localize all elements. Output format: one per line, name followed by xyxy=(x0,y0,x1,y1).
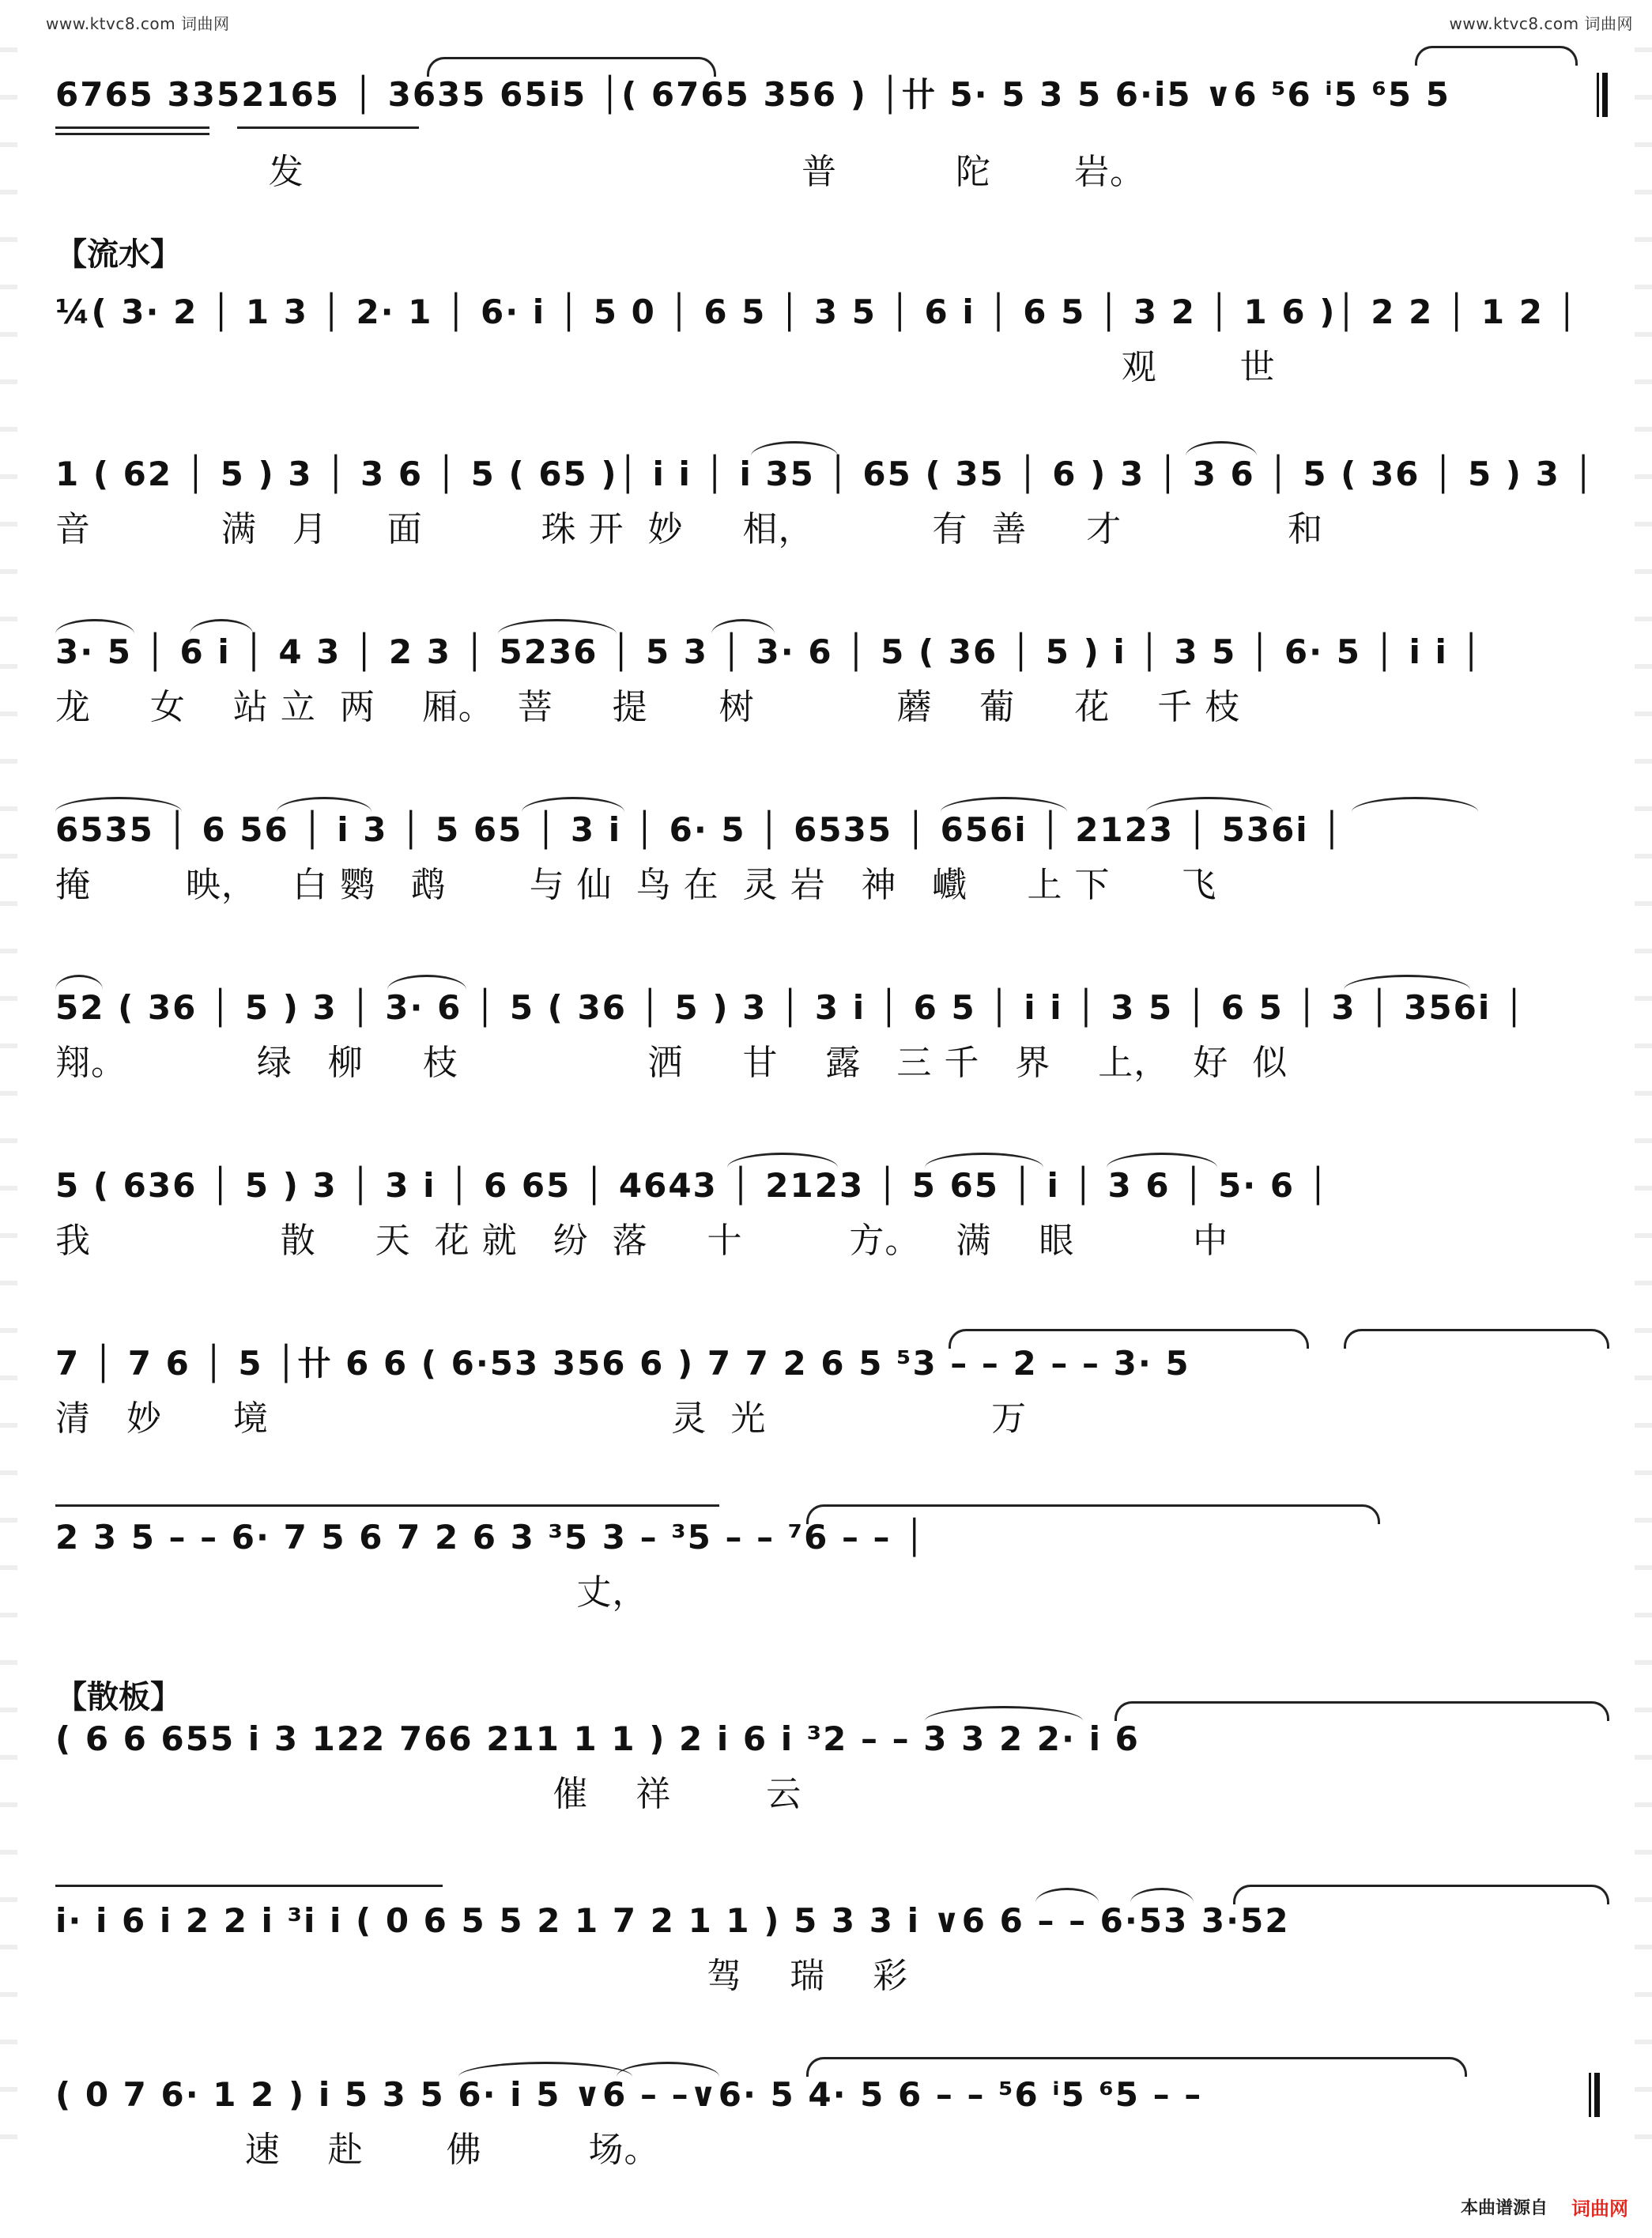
slur xyxy=(1415,46,1578,66)
notation-line: 6765 3352165 │ 3635 65i5 │( 6765 356 ) │卄 5· 5 3 5 6·i5 ∨6 ⁵6 ⁱ5 ⁶5 5 xyxy=(55,75,1450,114)
footer-logo[interactable]: 词曲网 xyxy=(1571,2198,1628,2220)
lyric-line: 驾 瑞 彩 xyxy=(55,1956,909,1996)
notation-line: 7 │ 7 6 │ 5 │卄 6 6 ( 6·53 356 6 ) 7 7 2 6 5 ⁵3 – – 2 – – 3· 5 xyxy=(55,1344,1190,1383)
tie-line xyxy=(55,1504,719,1507)
right-edge-watermark xyxy=(1635,47,1652,2182)
lyric-line: 音 满 月 面 珠 开 妙 相， 有 善 才 和 xyxy=(55,509,1324,549)
lyric-line: 发 普 陀 岩。 xyxy=(55,152,1145,192)
beam-line xyxy=(55,133,209,135)
site-header-right: www.ktvc8.com 词曲网 xyxy=(1449,14,1633,33)
notation-line: 6535 │ 6 56 │ i 3 │ 5 65 │ 3 i │ 6· 5 │ 6535 │ 656i │ 2123 │ 536i │ xyxy=(55,810,1344,849)
footer-source-text: 本曲谱源自 xyxy=(1460,2198,1548,2218)
section-label-liushui: 【流水】 xyxy=(55,236,182,273)
lyric-line: 速 赴 佛 场。 xyxy=(55,2130,660,2170)
beam-line xyxy=(237,126,419,129)
notation-line: 52 ( 36 │ 5 ) 3 │ 3· 6 │ 5 ( 36 │ 5 ) 3 │ 3 i │ 6 5 │ i i │ 3 5 │ 6 5 │ 3 │ 356i │ xyxy=(55,988,1526,1027)
final-barline xyxy=(1597,73,1608,117)
notation-line: ( 6 6 655 i 3 122 766 211 1 1 ) 2 i 6 i ³2 – – 3 3 2 2· i 6 xyxy=(55,1719,1140,1758)
left-edge-watermark xyxy=(0,47,17,2182)
lyric-line: 观 世 xyxy=(55,347,1276,387)
lyric-line: 掩 映， 白 鹦 鹉 与 仙 鸟 在 灵 岩 神 巇 上 下 飞 xyxy=(55,865,1217,905)
beam-line xyxy=(55,126,209,129)
notation-line: 5 ( 636 │ 5 ) 3 │ 3 i │ 6 65 │ 4643 │ 2123 │ 5 65 │ i │ 3 6 │ 5· 6 │ xyxy=(55,1166,1330,1205)
final-barline xyxy=(1589,2073,1600,2117)
lyric-line: 翔。 绿 柳 枝 洒 甘 露 三 千 界 上， 好 似 xyxy=(55,1043,1288,1083)
tie-line xyxy=(55,1885,443,1887)
notation-line: 3· 5 │ 6 i │ 4 3 │ 2 3 │ 5236 │ 5 3 │ 3· 6 │ 5 ( 36 │ 5 ) i │ 3 5 │ 6· 5 │ i i │ xyxy=(55,632,1483,671)
notation-line: ¼( 3· 2 │ 1 3 │ 2· 1 │ 6· i │ 5 0 │ 6 5 │ 3 5 │ 6 i │ 6 5 │ 3 2 │ 1 6 )│ 2 2 │ 1 2 │ xyxy=(55,292,1578,331)
site-header-left: www.ktvc8.com 词曲网 xyxy=(46,14,230,33)
lyric-line: 我 散 天 花 就 纷 落 十 方。 满 眼 中 xyxy=(55,1221,1229,1261)
lyric-line: 丈， xyxy=(55,1572,648,1613)
notation-line: 2 3 5 – – 6· 7 5 6 7 2 6 3 ³5 3 – ³5 – – ⁷6 – – │ xyxy=(55,1518,926,1557)
notation-line: ( 0 7 6· 1 2 ) i 5 3 5 6· i 5 ∨6 – –∨6· 5 4· 5 6 – – ⁵6 ⁱ5 ⁶5 – – xyxy=(55,2075,1203,2114)
lyric-line: 清 妙 境 灵 光 万 xyxy=(55,1398,1028,1439)
notation-line: i· i 6 i 2 2 i ³i i ( 0 6 5 5 2 1 7 2 1 1 ) 5 3 3 i ∨6 6 – – 6·53 3·52 xyxy=(55,1901,1290,1940)
lyric-line: 龙 女 站 立 两 厢。 菩 提 树 蘑 葡 花 千 枝 xyxy=(55,687,1241,727)
section-label-sanban: 【散板】 xyxy=(55,1679,182,1715)
footer xyxy=(1461,2193,1628,2221)
lyric-line: 催 祥 云 xyxy=(55,1774,802,1814)
notation-line: 1 ( 62 │ 5 ) 3 │ 3 6 │ 5 ( 65 )│ i i │ i 35 │ 65 ( 35 │ 6 ) 3 │ 3 6 │ 5 ( 36 │ 5 ) 3 │ xyxy=(55,455,1595,493)
